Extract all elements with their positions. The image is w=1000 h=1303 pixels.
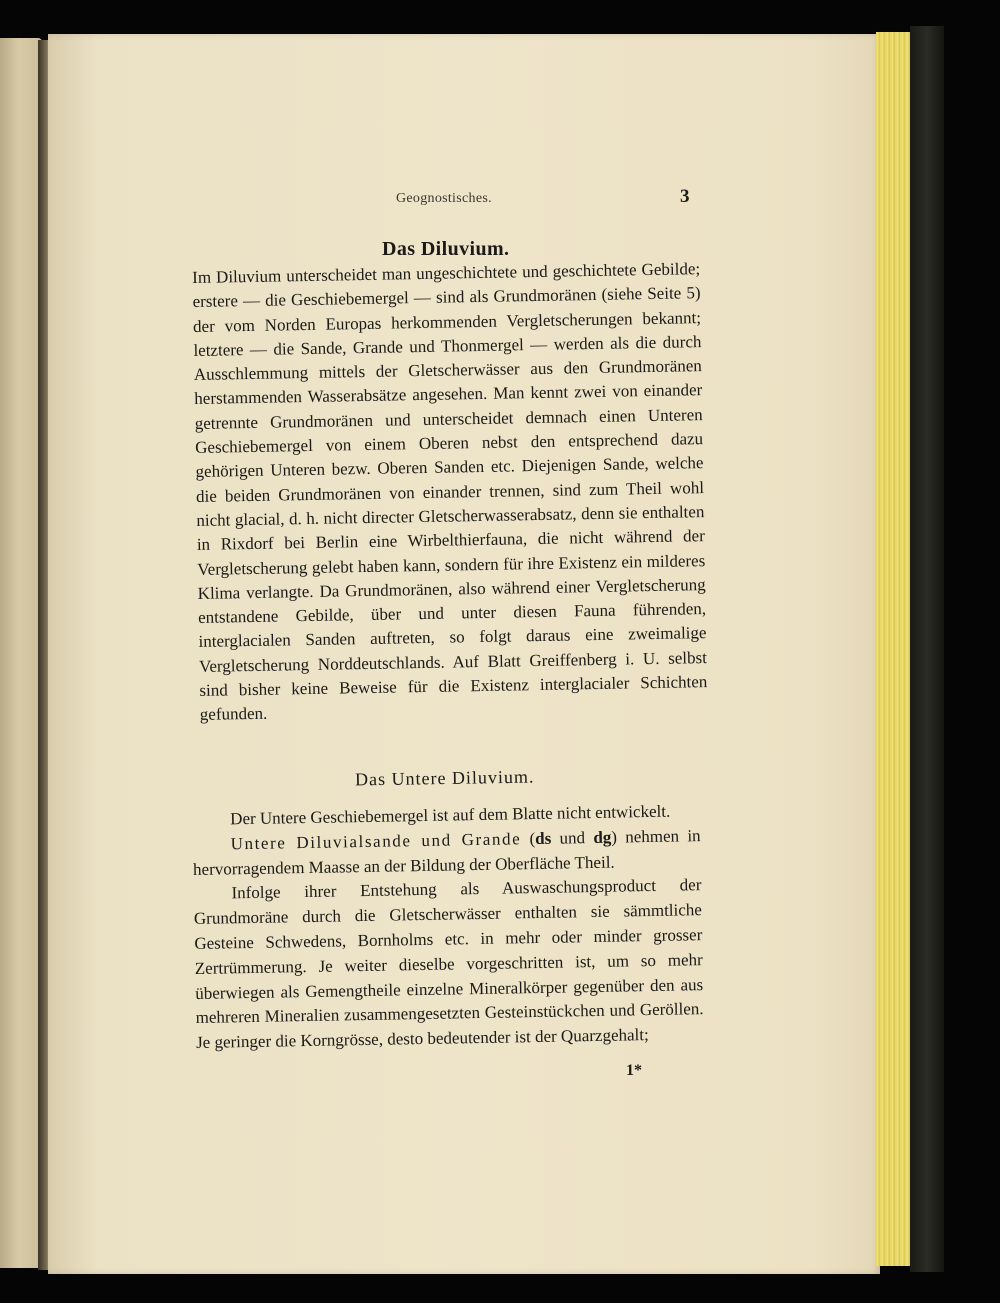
paragraph-geschiebemergel: Der Untere Geschiebemergel ist auf dem Blatte nicht entwickelt. [230, 801, 671, 829]
left-page-edge [0, 38, 42, 1268]
paragraph-sande-rest: ) nehmen in hervorragendem Maasse an der Bildung der Oberfläche Theil. [192, 825, 701, 879]
paragraph-sande [192, 824, 701, 882]
running-head: Geognostisches. [396, 191, 492, 206]
page-edges [876, 32, 914, 1266]
spaced-term: Untere Diluvialsande und Grande [230, 829, 522, 854]
paragraph-diluvium: Im Diluvium unterscheidet man ungeschichtete und geschichtete Gebilde; erstere — die Geschiebemergel — sind als Grundmoränen (siehe Seite 5) der vom Norden Europas herkommenden Vergletscherungen bekannt; letztere — die Sande, Grande und Thonmergel — werden als die durch Ausschlemmung mittels der Gletscherwässer aus den Grundmoränen herstammenden Wasserabsätze angesehen. Man kennt zwei von einander getrennte Grundmoränen und unterscheidet demnach einen Unteren Geschiebemergel von einem Oberen nebst den entsprechend dazu gehörigen Unteren bezw. Oberen Sanden etc. Diejenigen Sande, welche die beiden Grundmoränen von einander trennen, sind zum Theil wohl nicht glacial, d. h. nicht directer Gletscherwasserabsatz, denn sie enthalten in Rixdorf bei Berlin eine Wirbelthierfauna, die nicht während der Vergletscherung gelebt haben kann, sondern für ihre Existenz ein milderes Klima verlangte. Da Grundmoränen, also während einer Vergletscherung entstandene Gebilde, über und unter diesen Fauna führenden, interglacialen Sanden auftreten, so folgt daraus eine zweimalige Vergletscherung Norddeutschlands. Auf Blatt Greiffenberg i. U. selbst sind bisher keine Beweise für die Existenz interglacialer Schichten gefunden. [192, 259, 708, 725]
subsection-title: Das Untere Diluvium. [354, 766, 535, 790]
paragraph-entstehung: Infolge ihrer Entstehung als Auswaschungsproduct der Grundmoräne durch die Gletscherwässer enthalten sie sämmtliche Gesteine Schwedens, Bornholms etc. in mehr oder minder grosser Zertrümmerung. Je weiter dieselbe vorgeschritten ist, um so mehr überwiegen als Gemengtheile einzelne Mineralkörper gegenüber den aus mehreren Mineralien zusammengesetzten Gesteinstückchen und Geröllen. Je geringer die Korngrösse, desto bedeutender ist der Quarzgehalt; [193, 875, 704, 1053]
section-body [192, 257, 708, 727]
symbol-and: und [551, 827, 594, 848]
section-title: Das Diluvium. [382, 238, 510, 260]
map-symbol-dg: dg [593, 827, 612, 847]
map-symbol-ds: ds [535, 828, 552, 848]
paren-open: ( [529, 828, 536, 848]
signature-mark: 1* [626, 1062, 642, 1079]
book-cover-edge [910, 26, 944, 1272]
page-number: 3 [680, 186, 690, 207]
subsection-body [192, 799, 704, 1056]
